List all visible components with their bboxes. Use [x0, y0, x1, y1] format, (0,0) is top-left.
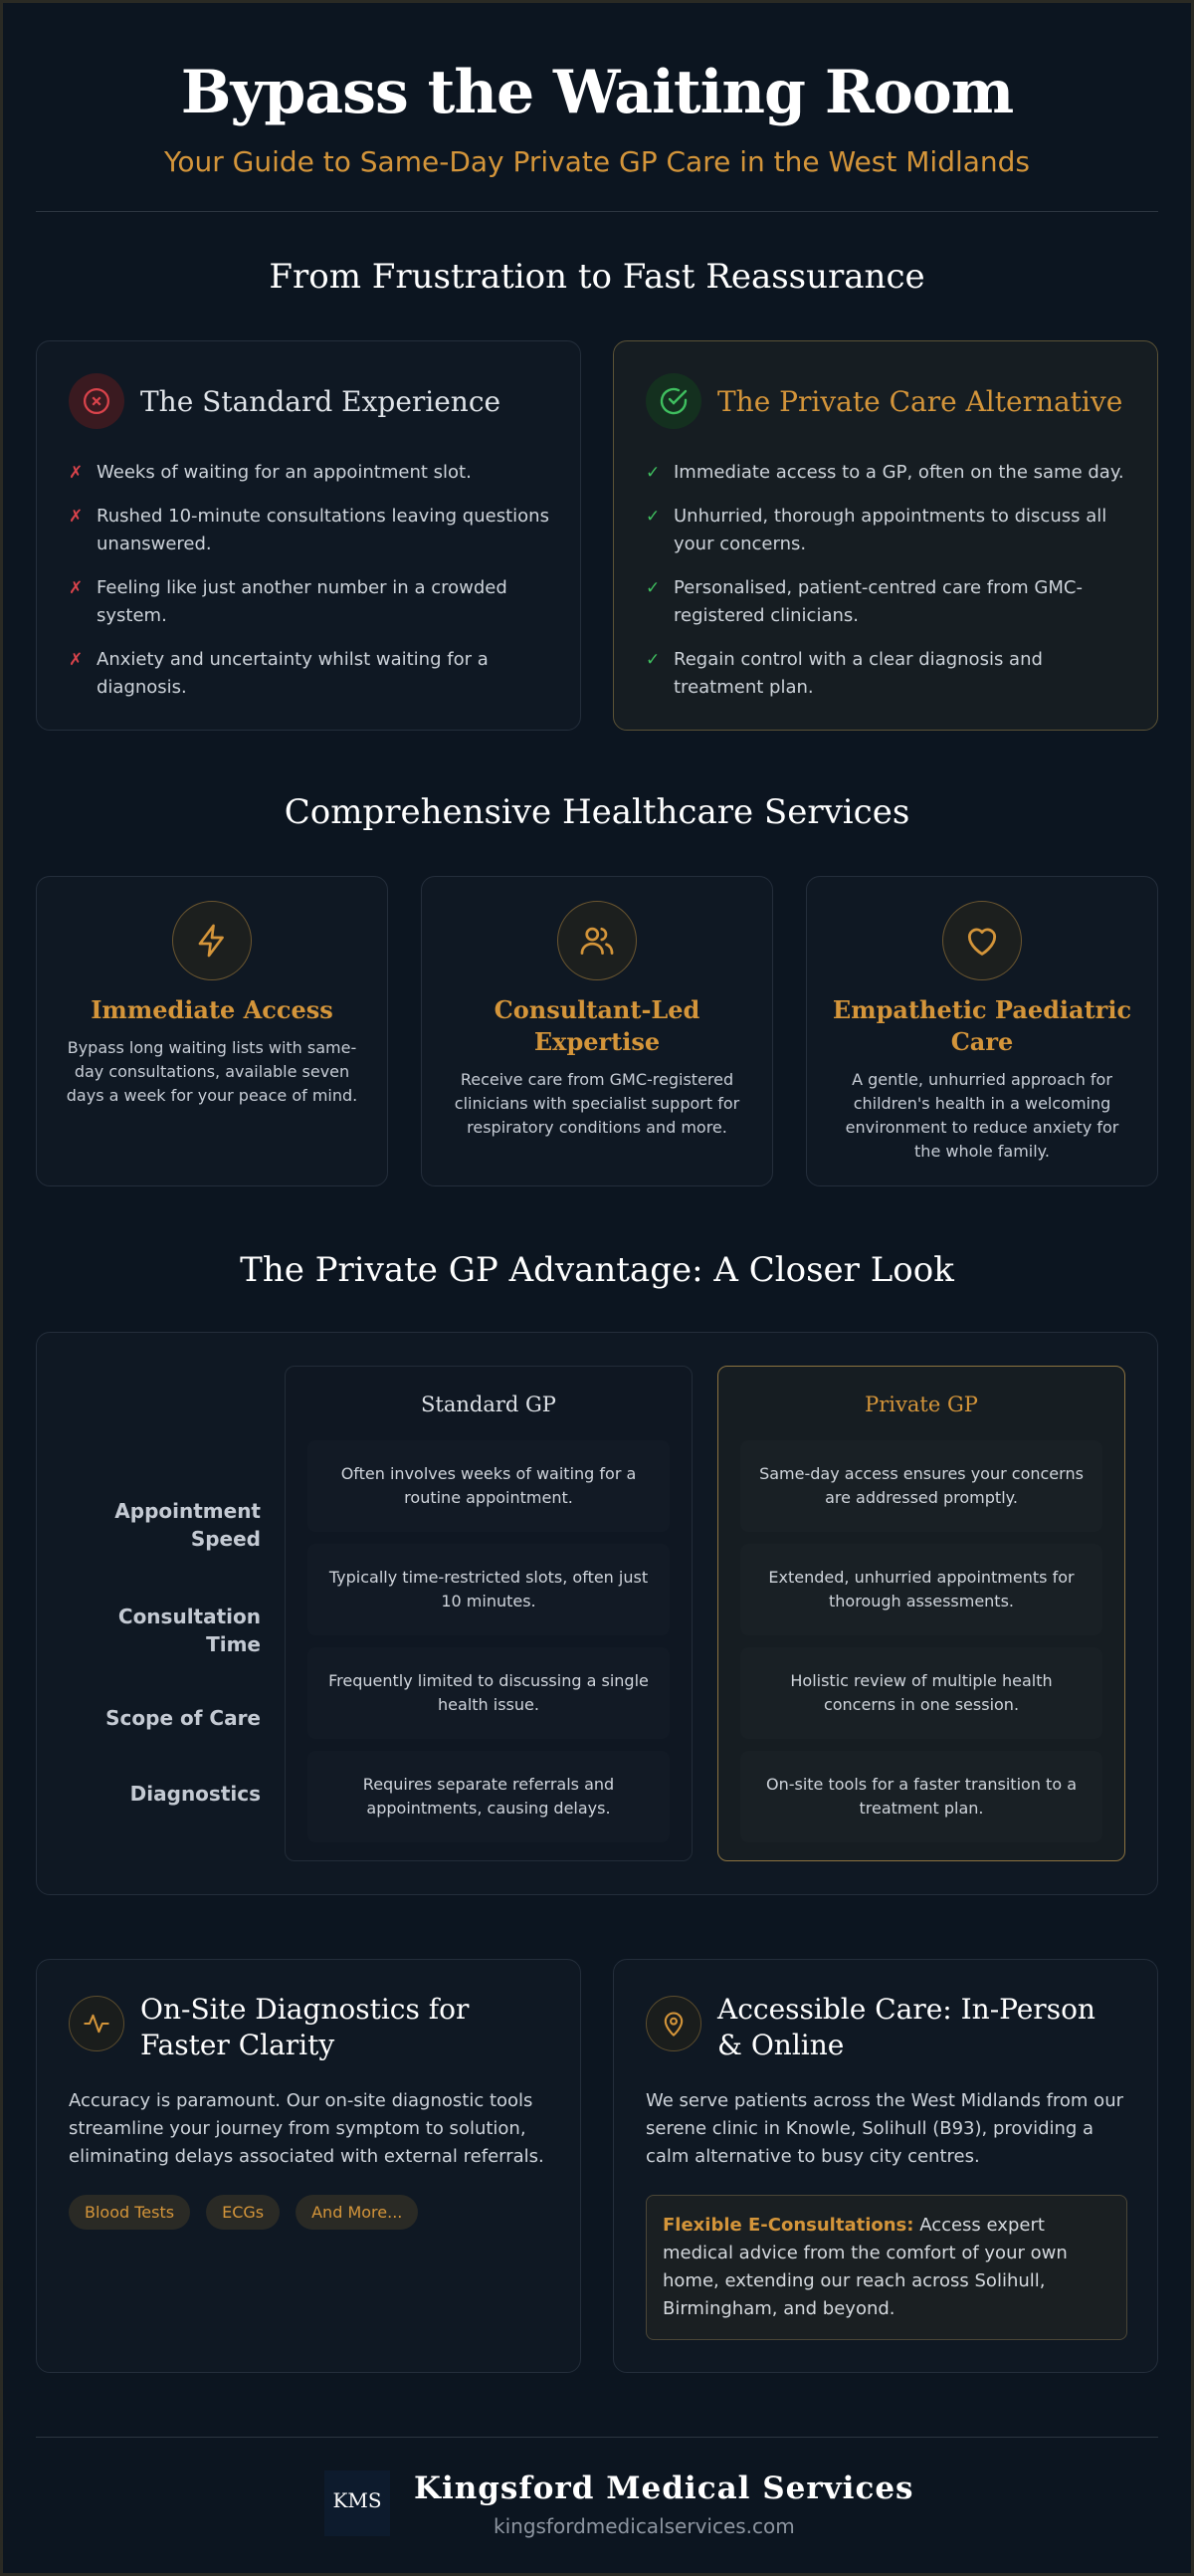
- private-gp-column: [717, 1366, 1125, 1861]
- service-title: Empathetic Paediatric Care: [832, 995, 1132, 1056]
- table-cell: Frequently limited to discussing a single health issue.: [328, 1671, 649, 1714]
- location-pin-icon: [646, 1996, 701, 2051]
- row-label-diagnostics: Diagnostics: [129, 1782, 261, 1806]
- tag-blood-tests: Blood Tests: [69, 2195, 190, 2230]
- footer-divider: [36, 2437, 1158, 2438]
- service-title: Immediate Access: [91, 995, 333, 1024]
- list-item: ✗ Weeks of waiting for an appointment slot.: [69, 459, 550, 487]
- page-title: Bypass the Waiting Room: [180, 58, 1014, 127]
- table-cell: Often involves weeks of waiting for a routine appointment.: [340, 1464, 637, 1507]
- diagnostics-text: Accuracy is paramount. Our on-site diagnostic tools streamline your journey from symptom to solution, eliminating delays associated with external referrals.: [69, 2090, 544, 2167]
- list-item: ✓ Unhurried, thorough appointments to discuss all your concerns.: [646, 503, 1127, 558]
- list-item: ✗ Anxiety and uncertainty whilst waiting for a diagnosis.: [69, 646, 550, 702]
- check-mark-icon: ✓: [646, 650, 661, 670]
- service-text: Receive care from GMC-registered clinicians with specialist support for respiratory conditions and more.: [454, 1070, 740, 1137]
- standard-card-title: The Standard Experience: [140, 384, 501, 418]
- lightning-icon: [172, 901, 252, 980]
- standard-list: [69, 459, 550, 718]
- standard-gp-column: [285, 1366, 693, 1861]
- advantage-section-title: The Private GP Advantage: A Closer Look: [240, 1250, 954, 1290]
- row-label-appointment-speed: Appointment Speed: [114, 1499, 261, 1551]
- list-item: ✓ Immediate access to a GP, often on the same day.: [646, 459, 1127, 487]
- list-item: ✓ Personalised, patient-centred care from GMC-registered clinicians.: [646, 574, 1127, 630]
- column-title: Standard GP: [421, 1393, 556, 1416]
- brand-name: Kingsford Medical Services: [414, 2470, 914, 2506]
- accessible-care-title: Accessible Care: In-Person & Online: [717, 1993, 1095, 2061]
- service-text: Bypass long waiting lists with same-day consultations, available seven days a week for your peace of mind.: [66, 1038, 358, 1105]
- x-mark-icon: ✗: [69, 507, 84, 527]
- table-cell: Requires separate referrals and appointments, causing delays.: [362, 1775, 615, 1818]
- e-consultation-callout: [646, 2195, 1127, 2340]
- list-item: ✗ Rushed 10-minute consultations leaving questions unanswered.: [69, 503, 550, 558]
- header: [0, 58, 1194, 178]
- services-section-title: Comprehensive Healthcare Services: [284, 792, 910, 832]
- website-link[interactable]: kingsfordmedicalservices.com: [494, 2514, 795, 2538]
- check-mark-icon: ✓: [646, 578, 661, 598]
- callout-label: Flexible E-Consultations:: [663, 2215, 914, 2236]
- row-label-scope-of-care: Scope of Care: [105, 1706, 261, 1730]
- header-divider: [36, 211, 1158, 212]
- private-list: [646, 459, 1127, 718]
- check-circle-icon: [646, 373, 701, 429]
- x-mark-icon: ✗: [69, 463, 84, 483]
- accessible-care-card: [613, 1959, 1158, 2373]
- row-label-consultation-time: Consultation Time: [117, 1605, 261, 1656]
- x-circle-icon: [69, 373, 124, 429]
- diagnostics-title: On-Site Diagnostics for Faster Clarity: [140, 1993, 470, 2061]
- list-item: ✓ Regain control with a clear diagnosis and treatment plan.: [646, 646, 1127, 702]
- table-cell: Same-day access ensures your concerns are addressed promptly.: [759, 1464, 1084, 1507]
- kms-logo: KMS: [324, 2470, 390, 2536]
- compare-section-title: From Frustration to Fast Reassurance: [269, 257, 925, 297]
- service-title: Consultant-Led Expertise: [494, 995, 700, 1056]
- column-title: Private GP: [865, 1393, 978, 1416]
- check-mark-icon: ✓: [646, 463, 661, 483]
- tag-and-more: And More...: [296, 2195, 418, 2230]
- x-mark-icon: ✗: [69, 650, 84, 670]
- list-item: ✗ Feeling like just another number in a crowded system.: [69, 574, 550, 630]
- page-subtitle: Your Guide to Same-Day Private GP Care in the West Midlands: [163, 145, 1031, 178]
- private-care-card: [613, 340, 1158, 731]
- diagnostics-tags: [69, 2195, 418, 2230]
- service-card-paediatric: [806, 876, 1158, 1186]
- standard-experience-card: [36, 340, 581, 731]
- table-cell: Holistic review of multiple health concerns in one session.: [790, 1671, 1053, 1714]
- table-cell: Typically time-restricted slots, often just 10 minutes.: [328, 1568, 649, 1610]
- service-card-immediate-access: [36, 876, 388, 1186]
- table-cell: Extended, unhurried appointments for thorough assessments.: [768, 1568, 1075, 1610]
- accessible-care-text: We serve patients across the West Midlands from our serene clinic in Knowle, Solihull (B93), providing a calm alternative to busy city centres.: [646, 2090, 1124, 2167]
- service-card-consultant-led: [421, 876, 773, 1186]
- diagnostics-card: [36, 1959, 581, 2373]
- private-card-title: The Private Care Alternative: [717, 384, 1123, 418]
- users-icon: [557, 901, 637, 980]
- heart-icon: [942, 901, 1022, 980]
- table-cell: On-site tools for a faster transition to a treatment plan.: [765, 1775, 1077, 1818]
- activity-icon: [69, 1996, 124, 2051]
- callout-text: Access expert medical advice from the comfort of your own home, extending our reach across Solihull, Birmingham, and beyond.: [663, 2215, 1068, 2319]
- check-mark-icon: ✓: [646, 507, 661, 527]
- tag-ecgs: ECGs: [206, 2195, 280, 2230]
- x-mark-icon: ✗: [69, 578, 84, 598]
- service-text: A gentle, unhurried approach for children's health in a welcoming environment to reduce anxiety for the whole family.: [845, 1070, 1119, 1161]
